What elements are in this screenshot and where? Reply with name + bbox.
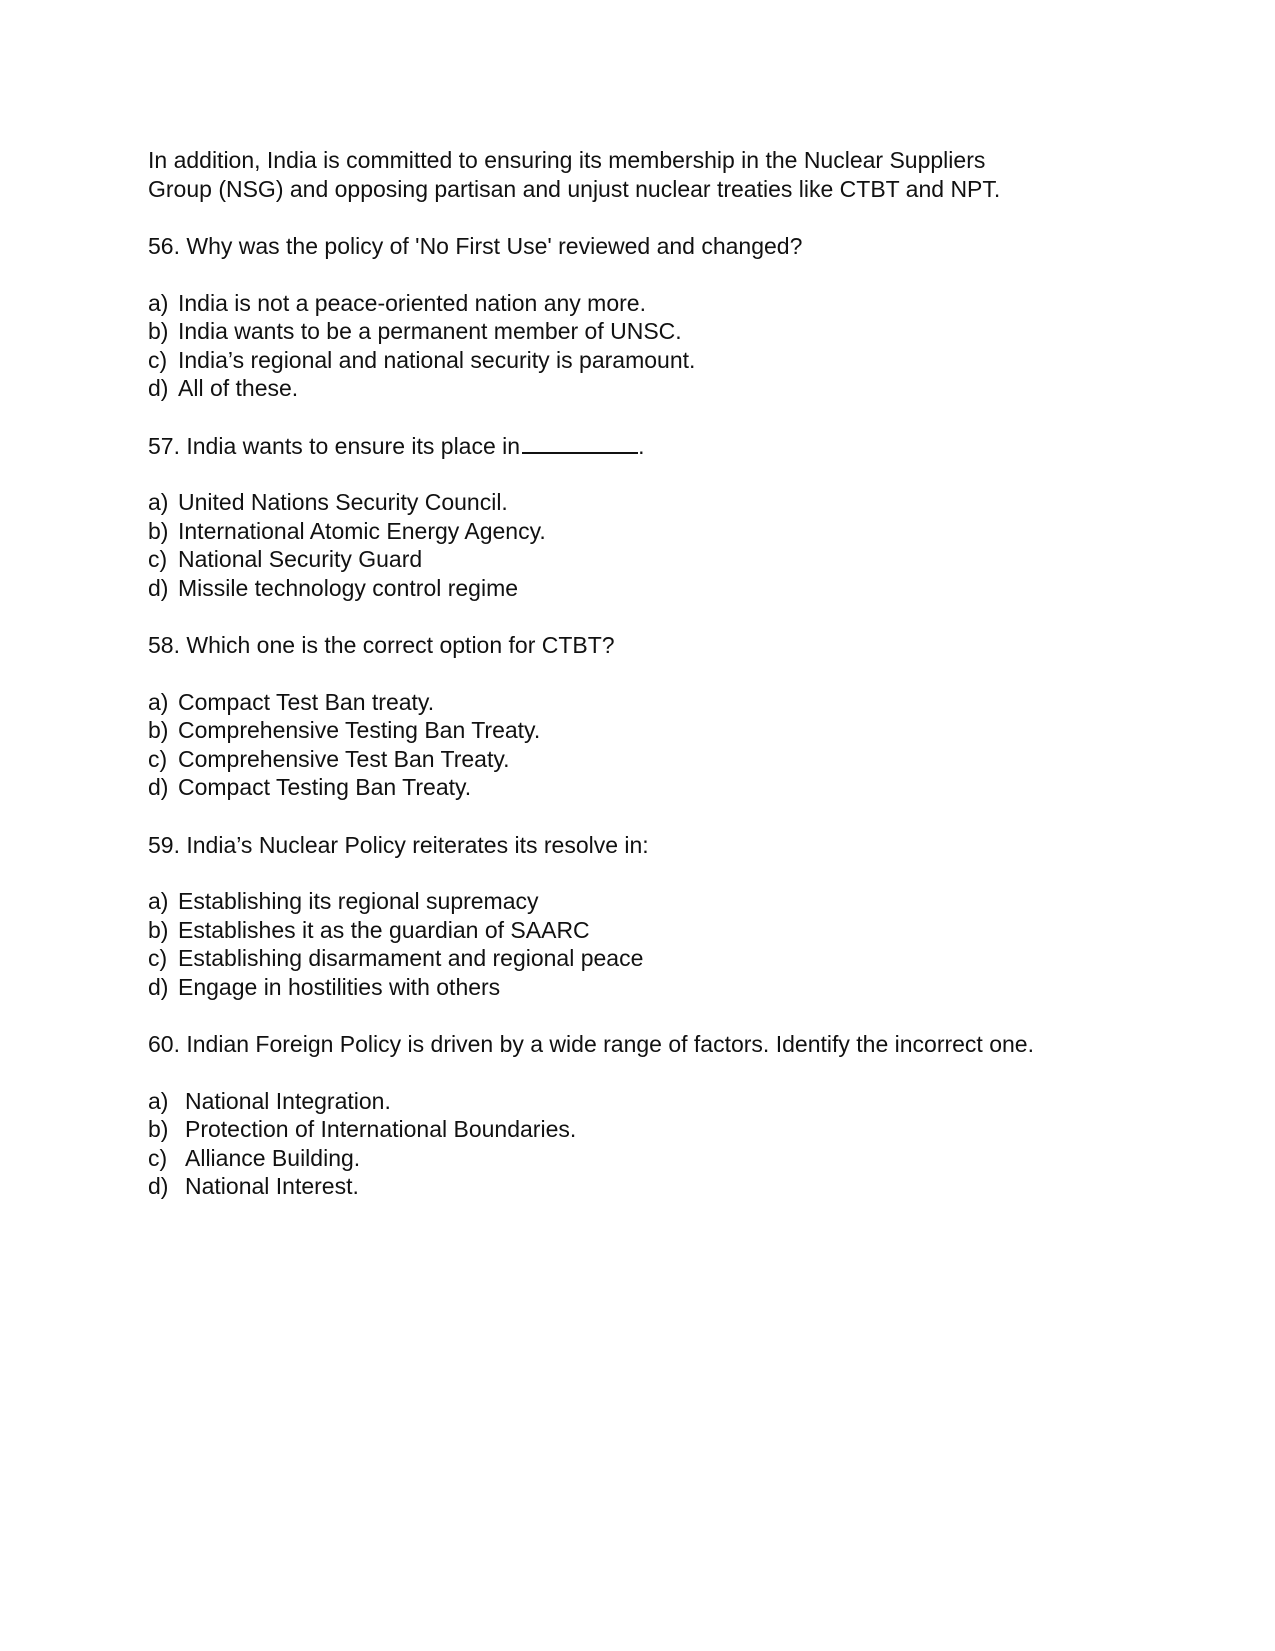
- option-a: [148, 1087, 1158, 1116]
- option-letter: b): [148, 318, 169, 344]
- option-list: [148, 688, 1158, 802]
- option-text: Establishes it as the guardian of SAARC: [178, 916, 590, 943]
- option-c: [148, 944, 1158, 973]
- option-text: Comprehensive Test Ban Treaty.: [178, 745, 510, 772]
- option-text: International Atomic Energy Agency.: [178, 517, 546, 544]
- intro-paragraph: [148, 146, 1158, 203]
- document-page: [148, 146, 1158, 1201]
- option-c: [148, 1144, 1158, 1173]
- question-text: 58. Which one is the correct option for CTBT?: [148, 632, 615, 658]
- option-letter: a): [148, 489, 169, 515]
- option-text: Compact Testing Ban Treaty.: [178, 774, 472, 800]
- question-text: 59. India’s Nuclear Policy reiterates its resolve in:: [148, 831, 649, 858]
- option-text: Engage in hostilities with others: [178, 973, 501, 1000]
- question-59: [148, 831, 1158, 1002]
- option-a: [148, 488, 1158, 517]
- option-c: [148, 745, 1158, 774]
- option-a: [148, 289, 1158, 318]
- option-letter: c): [148, 945, 168, 971]
- option-text: India’s regional and national security is paramount.: [178, 346, 696, 373]
- question-text-after-blank: .: [638, 432, 645, 459]
- option-text: Establishing its regional supremacy: [178, 888, 539, 914]
- question-57: [148, 432, 1158, 603]
- option-letter: a): [148, 688, 169, 715]
- option-letter: a): [148, 289, 169, 316]
- question-text: 60. Indian Foreign Policy is driven by a wide range of factors. Identify the incorrect one.: [148, 1031, 1034, 1057]
- question-text-before-blank: 57. India wants to ensure its place in: [148, 432, 521, 459]
- option-text: United Nations Security Council.: [178, 489, 508, 515]
- option-b: [148, 716, 1158, 745]
- option-d: [148, 1172, 1158, 1201]
- option-letter: d): [148, 774, 169, 800]
- option-letter: d): [148, 375, 169, 401]
- option-letter: b): [148, 717, 169, 743]
- fill-in-blank: [522, 432, 638, 454]
- option-a: [148, 887, 1158, 916]
- option-text: India wants to be a permanent member of UNSC.: [178, 318, 682, 344]
- option-letter: d): [148, 1173, 169, 1199]
- intro-line-1: In addition, India is committed to ensuring its membership in the Nuclear Suppliers: [148, 147, 986, 173]
- option-b: [148, 916, 1158, 945]
- option-c: [148, 545, 1158, 574]
- option-b: [148, 1115, 1158, 1144]
- option-text: India is not a peace-oriented nation any more.: [178, 289, 646, 316]
- option-letter: c): [148, 745, 168, 772]
- option-letter: a): [148, 1087, 169, 1114]
- option-list: [148, 887, 1158, 1001]
- option-b: [148, 517, 1158, 546]
- option-letter: c): [148, 546, 168, 572]
- option-d: [148, 374, 1158, 403]
- option-letter: c): [148, 1144, 168, 1171]
- option-c: [148, 346, 1158, 375]
- option-letter: c): [148, 346, 168, 373]
- option-letter: b): [148, 517, 169, 544]
- option-text: National Integration.: [185, 1087, 391, 1114]
- option-text: Comprehensive Testing Ban Treaty.: [178, 717, 541, 743]
- option-d: [148, 973, 1158, 1002]
- option-letter: b): [148, 916, 169, 943]
- option-text: Establishing disarmament and regional peace: [178, 945, 644, 971]
- option-text: Compact Test Ban treaty.: [178, 688, 435, 715]
- option-d: [148, 574, 1158, 603]
- question-56: [148, 232, 1158, 403]
- question-text: [148, 432, 1158, 461]
- option-text: National Interest.: [185, 1173, 359, 1199]
- option-letter: b): [148, 1116, 169, 1142]
- option-letter: a): [148, 888, 169, 914]
- option-text: Missile technology control regime: [178, 574, 519, 601]
- option-d: [148, 773, 1158, 802]
- option-list: [148, 488, 1158, 602]
- option-a: [148, 688, 1158, 717]
- question-60: [148, 1030, 1158, 1201]
- option-text: National Security Guard: [178, 546, 423, 572]
- option-b: [148, 317, 1158, 346]
- option-letter: d): [148, 574, 169, 601]
- option-text: Protection of International Boundaries.: [185, 1116, 577, 1142]
- option-list: [148, 289, 1158, 403]
- question-58: [148, 631, 1158, 802]
- option-text: All of these.: [178, 375, 299, 401]
- intro-line-2: Group (NSG) and opposing partisan and unjust nuclear treaties like CTBT and NPT.: [148, 175, 1001, 202]
- option-text: Alliance Building.: [185, 1144, 361, 1171]
- option-list: [148, 1087, 1158, 1201]
- question-text: 56. Why was the policy of 'No First Use' reviewed and changed?: [148, 233, 803, 259]
- option-letter: d): [148, 973, 169, 1000]
